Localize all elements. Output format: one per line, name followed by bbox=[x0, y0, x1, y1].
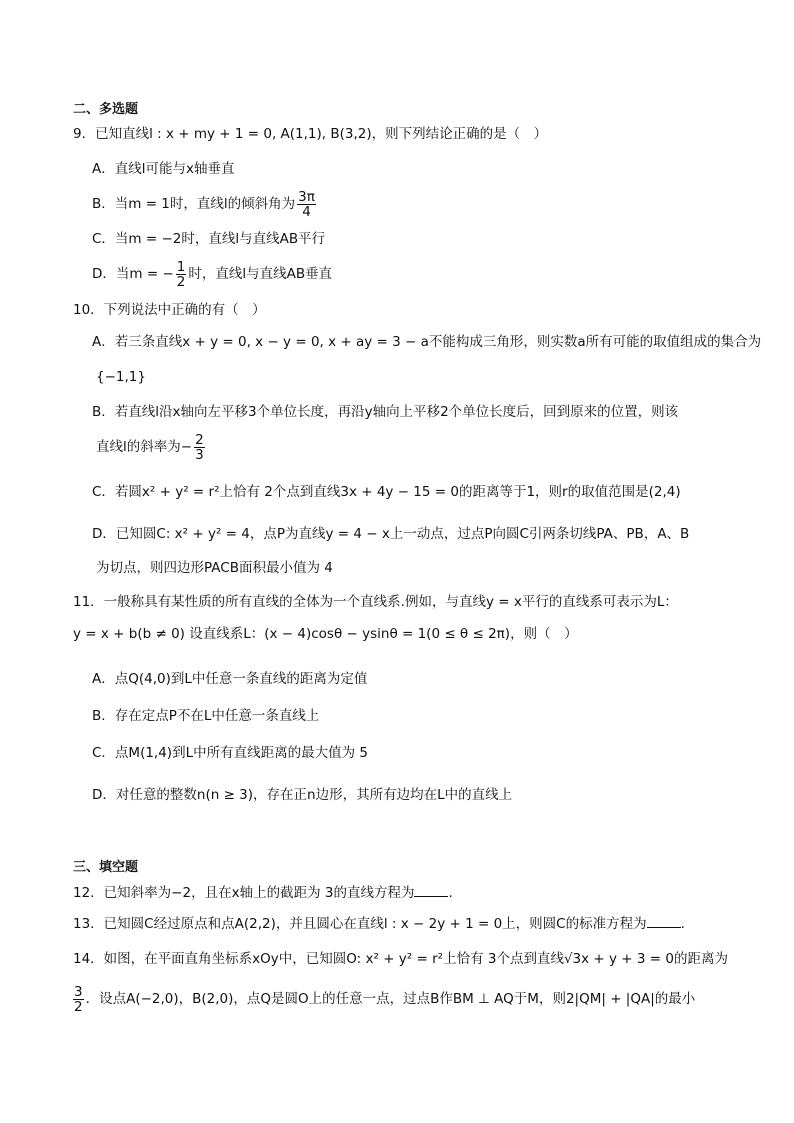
question-10-option-d-line1: D．已知圆C: x² + y² = 4，点P为直线y = 4 − x上一动点，过点P向圆C引两条切线PA、PB，A、B bbox=[92, 526, 690, 542]
question-9-option-c: C．当m = −2时，直线l与直线AB平行 bbox=[92, 231, 326, 247]
question-11-option-d: D．对任意的整数n(n ≥ 3)，存在正n边形，其所有边均在L中的直线上 bbox=[92, 787, 513, 803]
fraction-1-over-2 bbox=[176, 260, 187, 289]
question-11-option-b: B．存在定点P不在L中任意一条直线上 bbox=[92, 708, 320, 724]
question-11-stem-line1: 11．一般称具有某性质的所有直线的全体为一个直线系.例如，与直线y = x平行的直线系可表示为L： bbox=[73, 594, 678, 610]
question-10-option-d-line2: 为切点，则四边形PACB面积最小值为 4 bbox=[96, 560, 333, 576]
question-10-option-b-line2 bbox=[96, 431, 207, 463]
section-heading-multi: 二、多选题 bbox=[73, 102, 139, 117]
fraction-denominator: 4 bbox=[302, 203, 311, 220]
fraction-numerator: 1 bbox=[176, 258, 186, 275]
answer-blank bbox=[414, 884, 448, 897]
question-9-option-d bbox=[92, 258, 332, 290]
question-13-text: 13．已知圆C经过原点和点A(2,2)，并且圆心在直线l : x − 2y + 1 = 0上，则圆C的标准方程为 bbox=[73, 916, 647, 932]
option-d-text-post: 时，直线l与直线AB垂直 bbox=[188, 266, 333, 282]
question-12 bbox=[73, 883, 453, 903]
fraction-3pi-over-4 bbox=[297, 190, 316, 219]
fraction-numerator: 3π bbox=[298, 188, 315, 205]
option-b-slope-text: 直线l的斜率为− bbox=[96, 439, 193, 455]
option-b-text: B．当m = 1时，直线l的倾斜角为 bbox=[92, 196, 296, 212]
question-10-option-a-line2: {−1,1} bbox=[96, 369, 146, 385]
question-10-option-a-line1: A．若三条直线x + y = 0, x − y = 0, x + ay = 3 − a不能构成三角形，则实数a所有可能的取值组成的集合为 bbox=[92, 334, 762, 350]
fraction-denominator: 3 bbox=[195, 446, 204, 463]
question-11-option-c: C．点M(1,4)到L中所有直线距离的最大值为 5 bbox=[92, 745, 368, 761]
question-13-period: . bbox=[680, 916, 685, 932]
question-10-stem: 10．下列说法中正确的有（ ） bbox=[73, 302, 266, 318]
question-9-stem: 9．已知直线l : x + my + 1 = 0, A(1,1), B(3,2)，则下列结论正确的是（ ） bbox=[73, 126, 548, 142]
question-14-line2 bbox=[73, 982, 695, 1016]
question-12-text: 12．已知斜率为−2，且在x轴上的截距为 3的直线方程为 bbox=[73, 885, 415, 901]
question-10-option-b-line1: B．若直线l沿x轴向左平移3个单位长度，再沿y轴向上平移2个单位长度后，回到原来的位置，则该 bbox=[92, 404, 679, 420]
fraction-denominator: 2 bbox=[176, 273, 186, 290]
fraction-2-over-3 bbox=[194, 433, 205, 462]
fraction-denominator: 2 bbox=[74, 998, 83, 1015]
option-d-text-pre: D．当m = − bbox=[92, 266, 174, 282]
question-13 bbox=[73, 914, 685, 934]
question-12-period: . bbox=[448, 885, 453, 901]
question-14-line1: 14．如图，在平面直角坐标系xOy中，已知圆O: x² + y² = r²上恰有 3个点到直线√3x + y + 3 = 0的距离为 bbox=[73, 951, 728, 967]
answer-blank bbox=[647, 915, 681, 928]
question-11-option-a: A．点Q(4,0)到L中任意一条直线的距离为定值 bbox=[92, 671, 368, 687]
section-heading-fill: 三、填空题 bbox=[73, 860, 139, 875]
question-9-option-a: A．直线l可能与x轴垂直 bbox=[92, 161, 235, 177]
question-10-option-c: C．若圆x² + y² = r²上恰有 2个点到直线3x + 4y − 15 = 0的距离等于1，则r的取值范围是(2,4) bbox=[92, 484, 681, 500]
fraction-numerator: 2 bbox=[195, 431, 204, 448]
question-9-option-b bbox=[92, 188, 318, 220]
question-11-stem-line2: y = x + b(b ≠ 0) 设直线系L：(x − 4)cosθ − ysinθ = 1(0 ≤ θ ≤ 2π)，则（ ） bbox=[73, 626, 578, 642]
question-14-line2-text: ．设点A(−2,0)，B(2,0)，点Q是圆O上的任意一点，过点B作BM ⊥ AQ于M，则2|QM| + |QA|的最小 bbox=[85, 991, 696, 1007]
fraction-3-over-2 bbox=[73, 985, 84, 1014]
fraction-numerator: 3 bbox=[74, 983, 83, 1000]
